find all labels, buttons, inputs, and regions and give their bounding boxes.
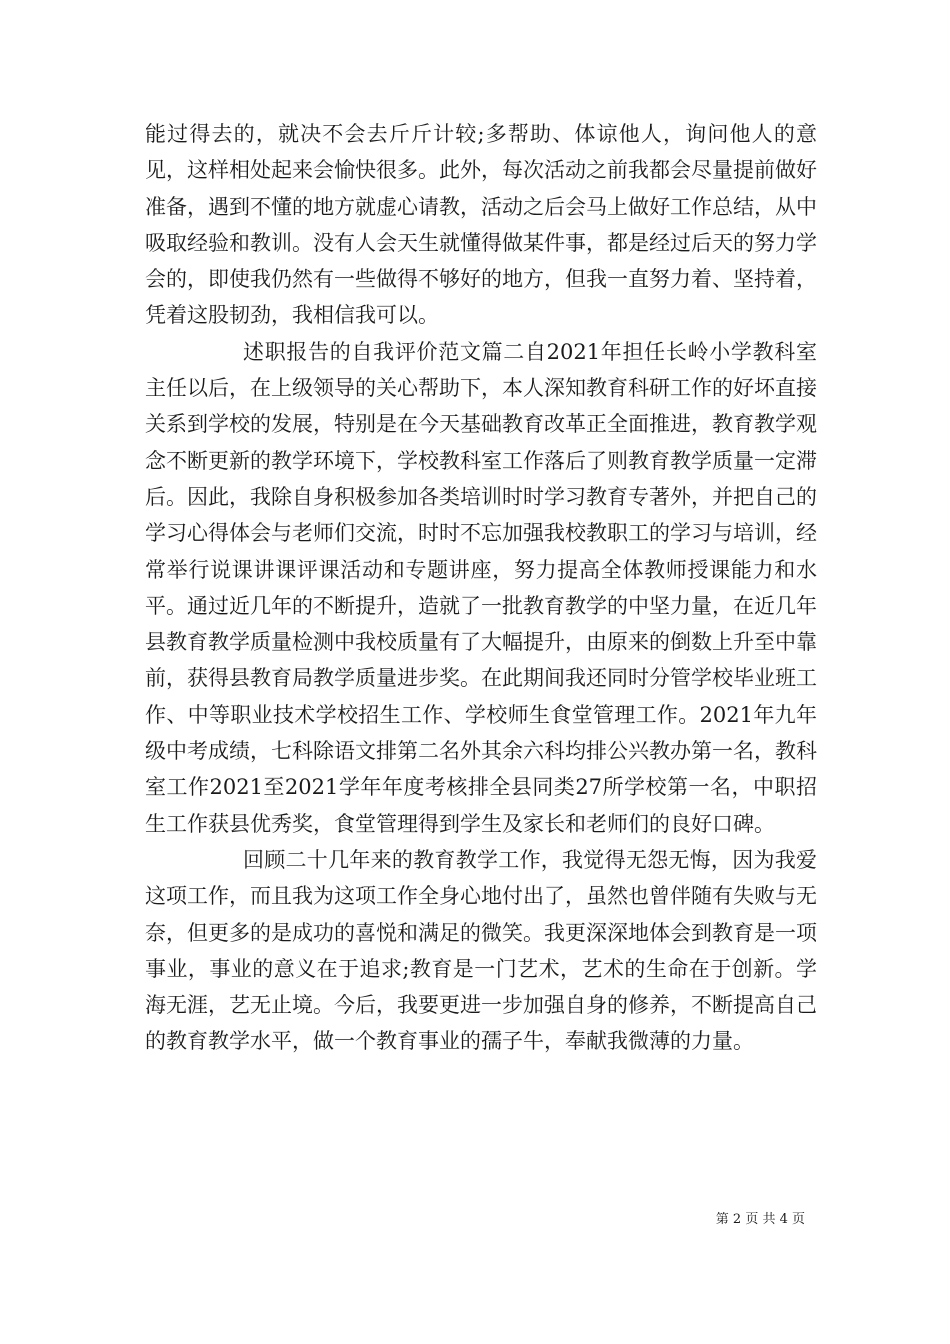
paragraph-report-part-two: 述职报告的自我评价范文篇二自2021年担任长岭小学教科室主任以后，在上级领导的关心帮助下，本人深知教育科研工作的好坏直接关系到学校的发展，特别是在今天基础教育改革正全面推进，教育教学观念不断更新的教学环境下，学校教科室工作落后了则教育教学质量一定滞后。因此，我除自身积极参加各类培训时时学习教育专著外，并把自己的学习心得体会与老师们交流，时时不忘加强我校教职工的学习与培训，经常举行说课讲课评课活动和专题讲座，努力提高全体教师授课能力和水平。通过近几年的不断提升，造就了一批教育教学的中坚力量，在近几年县教育教学质量检测中我校质量有了大幅提升，由原来的倒数上升至中靠前，获得县教育局教学质量进步奖。在此期间我还同时分管学校毕业班工作、中等职业技术学校招生工作、学校师生食堂管理工作。2021年九年级中考成绩，七科除语文排第二名外其余六科均排公兴教办第一名，教科室工作2021至2021学年年度考核排全县同类27所学校第一名，中职招生工作获县优秀奖，食堂管理得到学生及家长和老师们的良好口碑。 (145, 339, 817, 836)
paragraph-review: 回顾二十几年来的教育教学工作，我觉得无怨无悔，因为我爱这项工作，而且我为这项工作全身心地付出了，虽然也曾伴随有失败与无奈，但更多的是成功的喜悦和满足的微笑。我更深深地体会到教育是一项事业，事业的意义在于追求;教育是一门艺术，艺术的生命在于创新。学海无涯，艺无止境。今后，我要更进一步加强自身的修养，不断提高自己的教育教学水平，做一个教育事业的孺子牛，奉献我微薄的力量。 (145, 847, 817, 1054)
page-number-footer: 第 2 页 共 4 页 (715, 1212, 805, 1227)
paragraph-continuation: 能过得去的，就决不会去斤斤计较;多帮助、体谅他人，询问他人的意见，这样相处起来会愉快很多。此外，每次活动之前我都会尽量提前做好准备，遇到不懂的地方就虚心请教，活动之后会马上做好工作总结，从中吸取经验和教训。没有人会天生就懂得做某件事，都是经过后天的努力学会的，即使我仍然有一些做得不够好的地方，但我一直努力着、坚持着，凭着这股韧劲，我相信我可以。 (145, 122, 817, 328)
document-body (145, 116, 817, 1060)
